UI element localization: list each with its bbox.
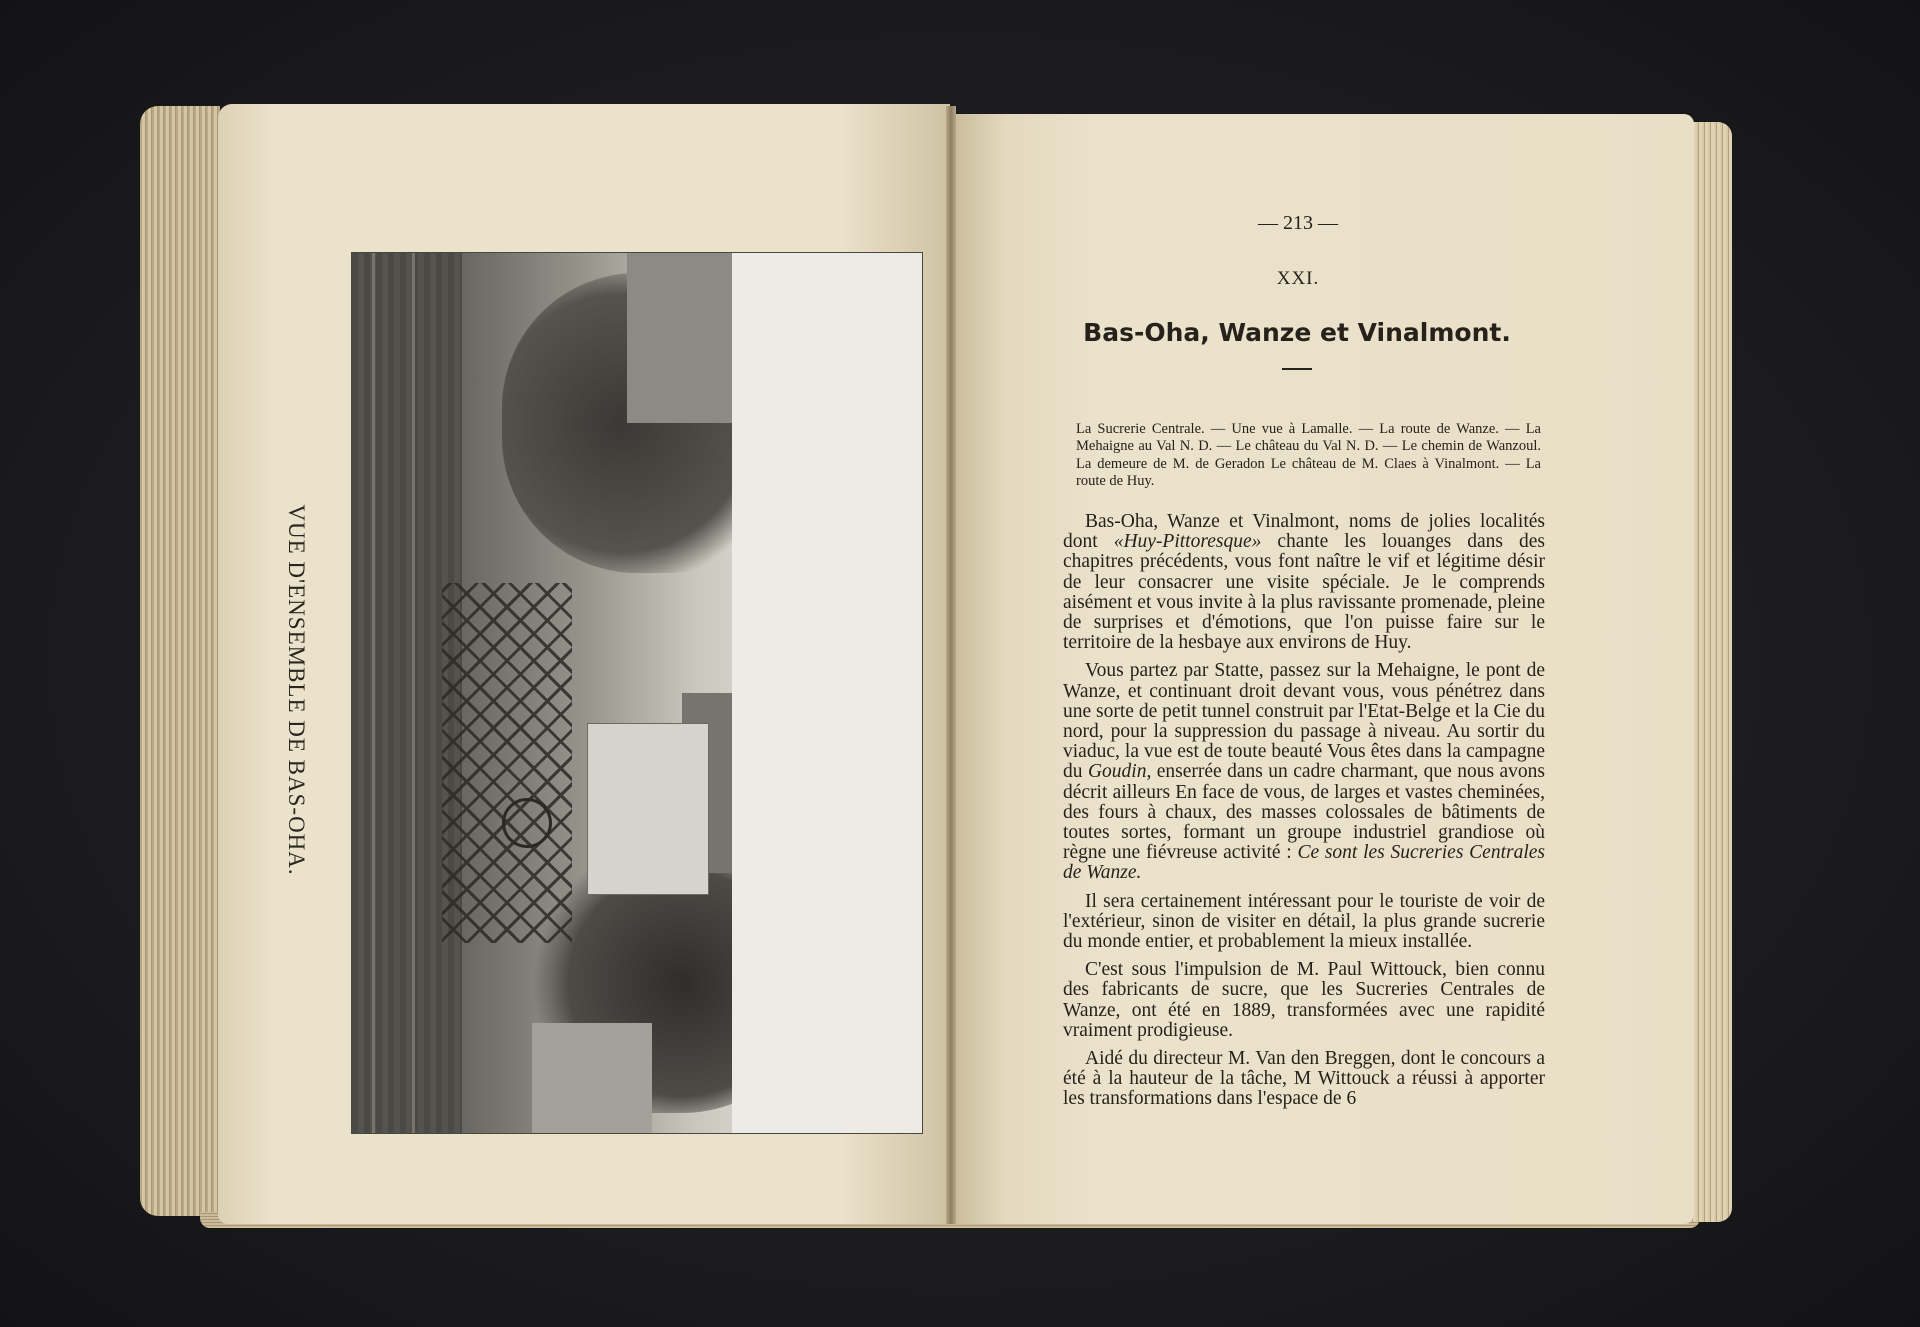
photo-rail: [412, 253, 415, 1133]
chapter-summary: La Sucrerie Centrale. — Une vue à Lamalle. — La route de Wanze. — La Mehaigne au Val N. D. — Le château du Val N. D. — Le chemin de Wanzoul. La demeure de M. de Geradon Le château de M. Claes à Vinalmont. — La route de Huy.: [1076, 421, 1541, 489]
photo-lattice-fence: [442, 583, 572, 943]
photo-sky: [732, 253, 922, 1133]
photo-building: [532, 1023, 652, 1133]
photo-rail: [372, 253, 375, 1133]
chapter-title: Bas-Oha, Wanze et Vinalmont.: [1083, 318, 1511, 347]
photograph-plate: [351, 252, 923, 1134]
left-page-edges: [140, 106, 220, 1216]
paragraph: Vous partez par Statte, passez sur la Mehaigne, le pont de Wanze, et continuant droit devant vous, vous pénétrez dans une sorte de petit tunnel construit par l'Etat-Belge et la Cie du nord, pour la suppression du passage à niveau. Au sortir du viaduc, la vue est de toute beauté Vous êtes dans la campagne du Goudin, enserrée dans un cadre charmant, que nous avons décrit ailleurs En face de vous, de larges et vastes cheminées, des fours à chaux, des masses colossales de bâtiments de toutes sortes, formant un groupe industriel grandiose où règne une fiévreuse activité : Ce sont les Sucreries Centrales de Wanze.: [1063, 660, 1546, 884]
plate-caption: VUE D'ENSEMBLE DE BAS-OHA.: [284, 504, 309, 876]
book-gutter: [946, 106, 956, 1224]
body-text: [1063, 512, 1545, 1118]
paragraph: Bas-Oha, Wanze et Vinalmont, noms de jolies localités dont «Huy-Pittoresque» chante les louanges dans des chapitres précédents, vous font naître le vif et légitime désir de leur consacrer une visite spéciale. Je le comprends aisément et vous invite à la plus ravissante promenade, pleine de surprises et d'émotions, que l'on puisse faire sur le territoire de la hesbaye aux environs de Huy.: [1063, 511, 1545, 654]
photo-wheel: [502, 798, 552, 848]
paragraph: C'est sous l'impulsion de M. Paul Wittouck, bien connu des fabricants de sucre, que les Sucreries Centrales de Wanze, ont été en 1889, transformées avec une rapidité vraiment prodigieuse.: [1063, 959, 1545, 1041]
photo-building: [587, 723, 709, 895]
paragraph: Aidé du directeur M. Van den Breggen, dont le concours a été à la hauteur de la tâche, M Wittouck a réussi à apporter les transformations dans l'espace de 6: [1063, 1048, 1545, 1110]
page-number: — 213 —: [1258, 212, 1338, 234]
photo-building: [627, 253, 737, 423]
chapter-number: XXI.: [1276, 268, 1320, 289]
right-page-edges: [1690, 122, 1732, 1222]
title-rule: [1282, 368, 1312, 370]
paragraph: Il sera certainement intéressant pour le touriste de voir de l'extérieur, sinon de visiter en détail, la plus grande sucrerie du monde entier, et probablement la mieux installée.: [1063, 890, 1545, 953]
